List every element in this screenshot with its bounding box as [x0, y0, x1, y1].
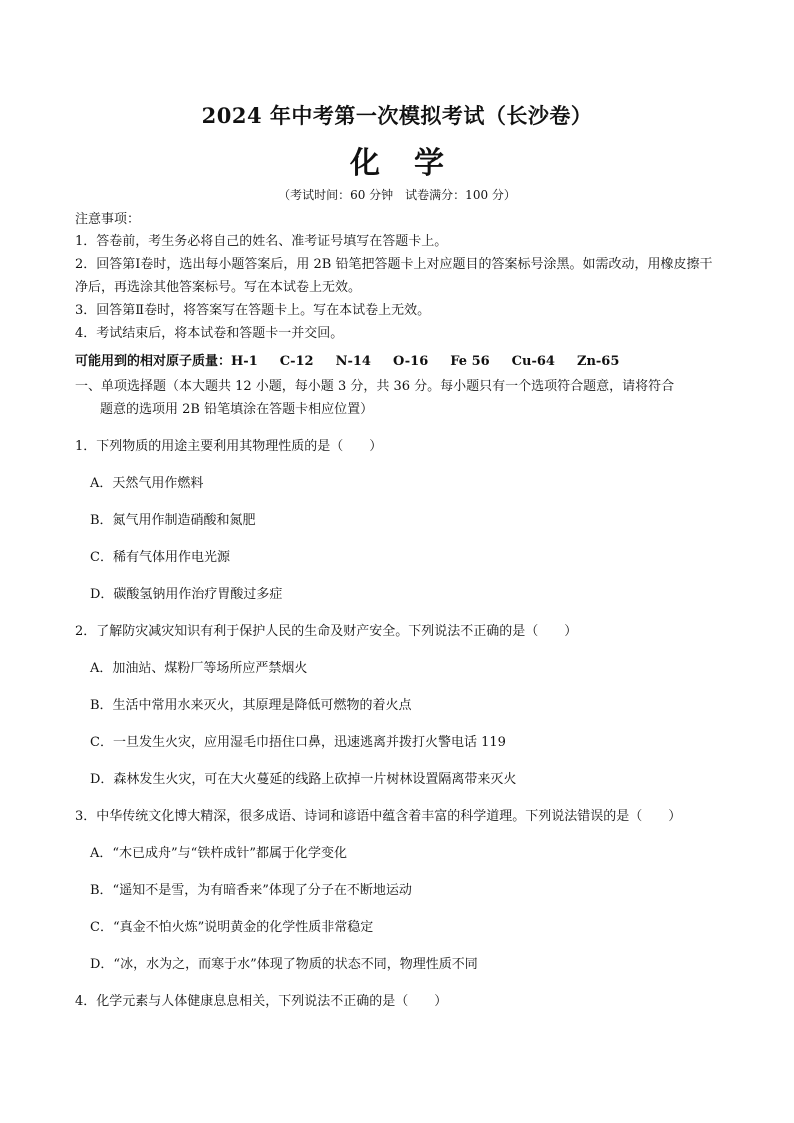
option-c: C．一旦发生火灾，应用湿毛巾捂住口鼻，迅速逃离并拨打火警电话 119	[90, 735, 506, 750]
note-item: 2．回答第Ⅰ卷时，选出每小题答案后，用 2B 铅笔把答题卡上对应题目的答案标号涂黑。如需改动，用橡皮擦干净后，再选涂其他答案标号。写在本试卷上无效。	[75, 257, 713, 295]
question-stem: 4．化学元素与人体健康息息相关，下列说法不正确的是（ ）	[75, 994, 448, 1009]
atomic-mass-value: O-16	[392, 354, 429, 369]
section-heading	[75, 375, 725, 421]
option-d: D．“冰，水为之，而寒于水”体现了物质的状态不同，物理性质不同	[90, 957, 478, 972]
notes-heading: 注意事项：	[75, 212, 141, 227]
question-stem: 1．下列物质的用途主要利用其物理性质的是（ ）	[75, 439, 383, 454]
option-b: B．“遥知不是雪，为有暗香来”体现了分子在不断地运动	[90, 883, 412, 898]
option-d: D．森林发生火灾，可在大火蔓延的线路上砍掉一片树林设置隔离带来灭火	[90, 772, 517, 787]
atomic-masses-line	[75, 350, 641, 369]
exam-title: 2024 年中考第一次模拟考试（长沙卷）	[201, 103, 593, 128]
option-c: C．稀有气体用作电光源	[90, 550, 230, 565]
option-a: A．加油站、煤粉厂等场所应严禁烟火	[90, 661, 308, 676]
note-item: 3．回答第Ⅱ卷时，将答案写在答题卡上。写在本试卷上无效。	[75, 303, 431, 318]
note-item: 4．考试结束后，将本试卷和答题卡一并交回。	[75, 326, 344, 341]
option-b: B．生活中常用水来灭火，其原理是降低可燃物的着火点	[90, 698, 412, 713]
atomic-mass-value: Zn-65	[576, 354, 620, 369]
option-a: A．“木已成舟”与“铁杵成针”都属于化学变化	[90, 846, 347, 861]
atomic-mass-value: H-1	[231, 354, 258, 369]
question-stem: 2．了解防灾减灾知识有利于保护人民的生命及财产安全。下列说法不正确的是（ ）	[75, 624, 578, 639]
notes-block	[75, 210, 725, 345]
option-c: C．“真金不怕火炼”说明黄金的化学性质非常稳定	[90, 920, 374, 935]
option-a: A．天然气用作燃料	[90, 476, 204, 491]
question-stem: 3．中华传统文化博大精深，很多成语、诗词和谚语中蕴含着丰富的科学道理。下列说法错误的是（ ）	[75, 809, 682, 824]
atomic-mass-value: N-14	[335, 354, 371, 369]
option-b: B．氮气用作制造硝酸和氮肥	[90, 513, 256, 528]
section-line: 题意的选项用 2B 铅笔填涂在答题卡相应位置）	[100, 402, 374, 417]
atomic-mass-value: Fe 56	[450, 354, 490, 369]
atomic-masses-label: 可能用到的相对原子质量：	[75, 354, 232, 369]
atomic-mass-value: Cu-64	[511, 354, 555, 369]
atomic-mass-value: C-12	[279, 354, 314, 369]
section-line: 一、单项选择题（本大题共 12 小题，每小题 3 分，共 36 分。每小题只有一个选项符合题意，请将符合	[75, 379, 675, 394]
note-item: 1．答卷前，考生务必将自己的姓名、准考证号填写在答题卡上。	[75, 234, 448, 249]
subject-title: 化学	[350, 146, 478, 181]
exam-info: （考试时间：60 分钟 试卷满分：100 分）	[278, 188, 516, 202]
option-d: D．碳酸氢钠用作治疗胃酸过多症	[90, 587, 283, 602]
